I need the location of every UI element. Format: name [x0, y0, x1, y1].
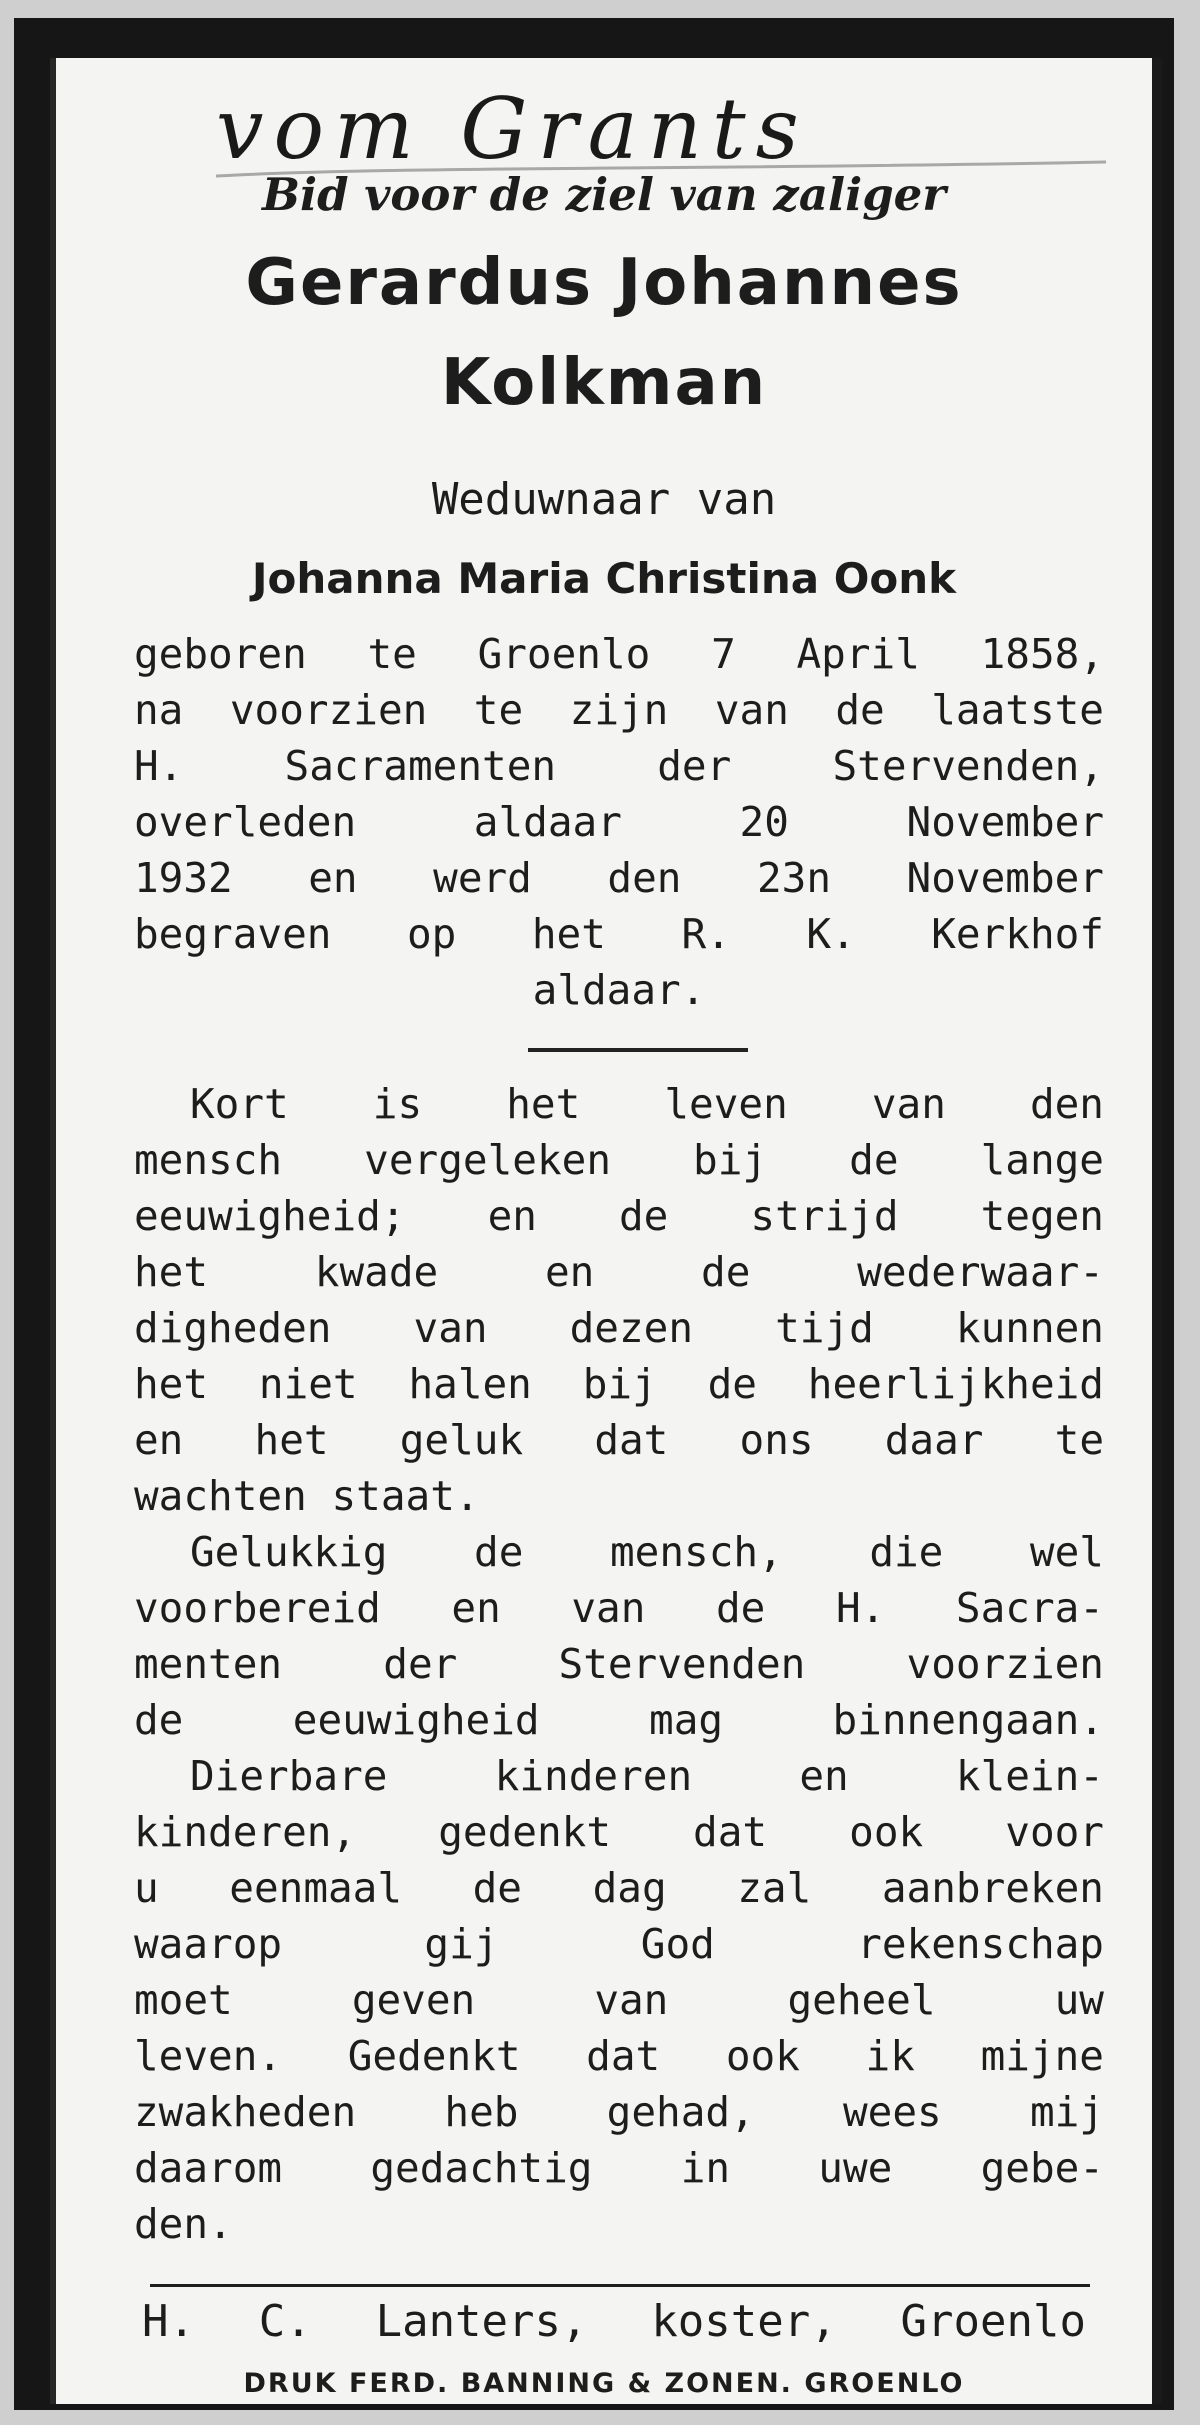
meditation-line: het niet halen bij de heerlijkheid — [134, 1360, 1104, 1408]
biography-line: 1932 en werd den 23n November — [134, 854, 1104, 902]
meditation-line: Gelukkig de mensch, die wel — [190, 1528, 1104, 1576]
meditation-line: Kort is het leven van den — [190, 1080, 1104, 1128]
deceased-surname: Kolkman — [440, 346, 768, 420]
printer-credit: DRUK FERD. BANNING & ZONEN. GROENLO — [243, 2368, 965, 2399]
meditation-line: wachten staat. — [134, 1472, 480, 1520]
biography-line: begraven op het R. K. Kerkhof — [134, 910, 1104, 958]
biography-line: geboren te Groenlo 7 April 1858, — [134, 630, 1104, 678]
prayer-intro: Bid voor de ziel van zaliger — [261, 168, 946, 221]
meditation-line: menten der Stervenden voorzien — [134, 1640, 1104, 1688]
meditation-line: u eenmaal de dag zal aanbreken — [134, 1864, 1104, 1912]
footer-rule — [150, 2284, 1090, 2287]
meditation-line: en het geluk dat ons daar te — [134, 1416, 1104, 1464]
deceased-first-names: Gerardus Johannes — [245, 246, 963, 320]
section-divider — [528, 1048, 748, 1052]
sexton-credit: H. C. Lanters, koster, Groenlo — [142, 2296, 1086, 2347]
biography-line: overleden aldaar 20 November — [134, 798, 1104, 846]
meditation-line: digheden van dezen tijd kunnen — [134, 1304, 1104, 1352]
biography-line: na voorzien te zijn van de laatste — [134, 686, 1104, 734]
biography — [134, 626, 1104, 1018]
widower-label: Weduwnaar van — [431, 474, 777, 525]
meditation-line: mensch vergeleken bij de lange — [134, 1136, 1104, 1184]
meditation-line: daarom gedachtig in uwe gebe- — [134, 2144, 1104, 2192]
biography-line: aldaar. — [532, 966, 706, 1014]
meditation-line: moet geven van geheel uw — [134, 1976, 1104, 2024]
card-frame — [14, 18, 1174, 2410]
meditation-line: eeuwigheid; en de strijd tegen — [134, 1192, 1104, 1240]
meditation-line: het kwade en de wederwaar- — [134, 1248, 1104, 1296]
meditation-line: leven. Gedenkt dat ook ik mijne — [134, 2032, 1104, 2080]
svg-text:vom Grants: vom Grants — [216, 80, 809, 178]
memorial-card — [50, 58, 1162, 2404]
meditation-line: voorbereid en van de H. Sacra- — [134, 1584, 1104, 1632]
meditation-line: waarop gij God rekenschap — [134, 1920, 1104, 1968]
meditation-line: Dierbare kinderen en klein- — [190, 1752, 1104, 1800]
meditation-line: zwakheden heb gehad, wees mij — [134, 2088, 1104, 2136]
spouse-name: Johanna Maria Christina Oonk — [251, 554, 957, 603]
meditation-text — [134, 1076, 1104, 2252]
meditation-line: den. — [134, 2200, 233, 2248]
biography-line: H. Sacramenten der Stervenden, — [134, 742, 1104, 790]
meditation-line: de eeuwigheid mag binnengaan. — [134, 1696, 1104, 1744]
meditation-line: kinderen, gedenkt dat ook voor — [134, 1808, 1104, 1856]
